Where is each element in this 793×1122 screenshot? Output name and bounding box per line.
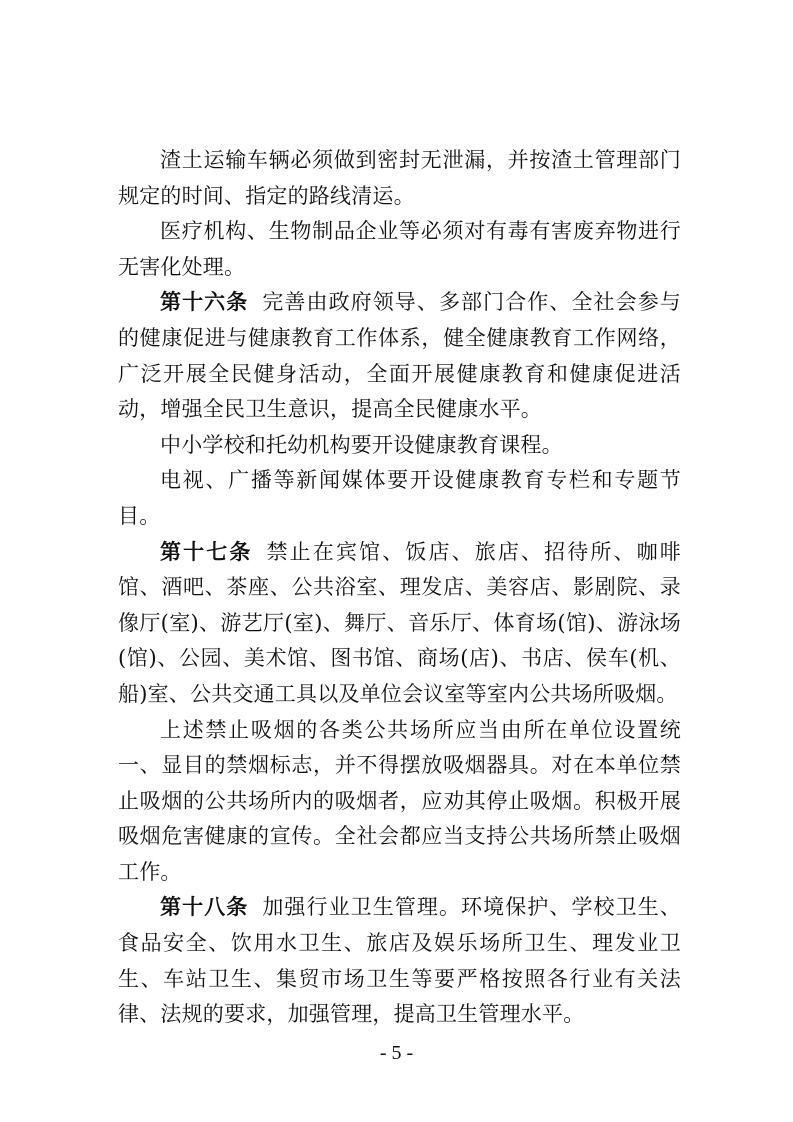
paragraph-text: 医疗机构、生物制品企业等必须对有毒有害废弃物进行无害化处理。 [118,219,681,279]
paragraph-text: 中小学校和托幼机构要开设健康教育课程。 [160,432,563,457]
body-text [118,143,681,1033]
article-paragraph [118,285,681,427]
paragraph [118,713,681,891]
article-number: 第十七条 [160,539,253,564]
article-number: 第十六条 [160,290,249,315]
paragraph [118,463,681,534]
paragraph-text: 渣土运输车辆必须做到密封无泄漏，并按渣土管理部门规定的时间、指定的路线清运。 [118,148,681,208]
paragraph-text: 禁止在宾馆、饭店、旅店、招待所、咖啡馆、酒吧、茶座、公共浴室、理发店、美容店、影剧院、录像厅(室)、游艺厅(室)、舞厅、音乐厅、体育场(馆)、游泳场(馆)、公园、美术馆、图书馆、商场(店)、书店、侯车(机、船)室、公共交通工具以及单位会议室等室内公共场所吸烟。 [118,539,681,706]
article-number: 第十八条 [160,895,249,920]
article-paragraph [118,890,681,1032]
page-number: - 5 - [379,1042,414,1064]
article-paragraph [118,535,681,713]
paragraph-text: 加强行业卫生管理。环境保护、学校卫生、食品安全、饮用水卫生、旅店及娱乐场所卫生、理发业卫生、车站卫生、集贸市场卫生等要严格按照各行业有关法律、法规的要求，加强管理，提高卫生管理水平。 [118,895,681,1027]
paragraph [118,214,681,285]
paragraph [118,143,681,214]
paragraph-text: 电视、广播等新闻媒体要开设健康教育专栏和专题节目。 [118,468,681,528]
paragraph-text: 上述禁止吸烟的各类公共场所应当由所在单位设置统一、显目的禁烟标志，并不得摆放吸烟器具。对在本单位禁止吸烟的公共场所内的吸烟者，应劝其停止吸烟。积极开展吸烟危害健康的宣传。全社会都应当支持公共场所禁止吸烟工作。 [118,717,681,884]
paragraph [118,428,681,464]
paragraph-text: 完善由政府领导、多部门合作、全社会参与的健康促进与健康教育工作体系，健全健康教育工作网络，广泛开展全民健身活动，全面开展健康教育和健康促进活动，增强全民卫生意识，提高全民健康水平。 [118,290,681,422]
